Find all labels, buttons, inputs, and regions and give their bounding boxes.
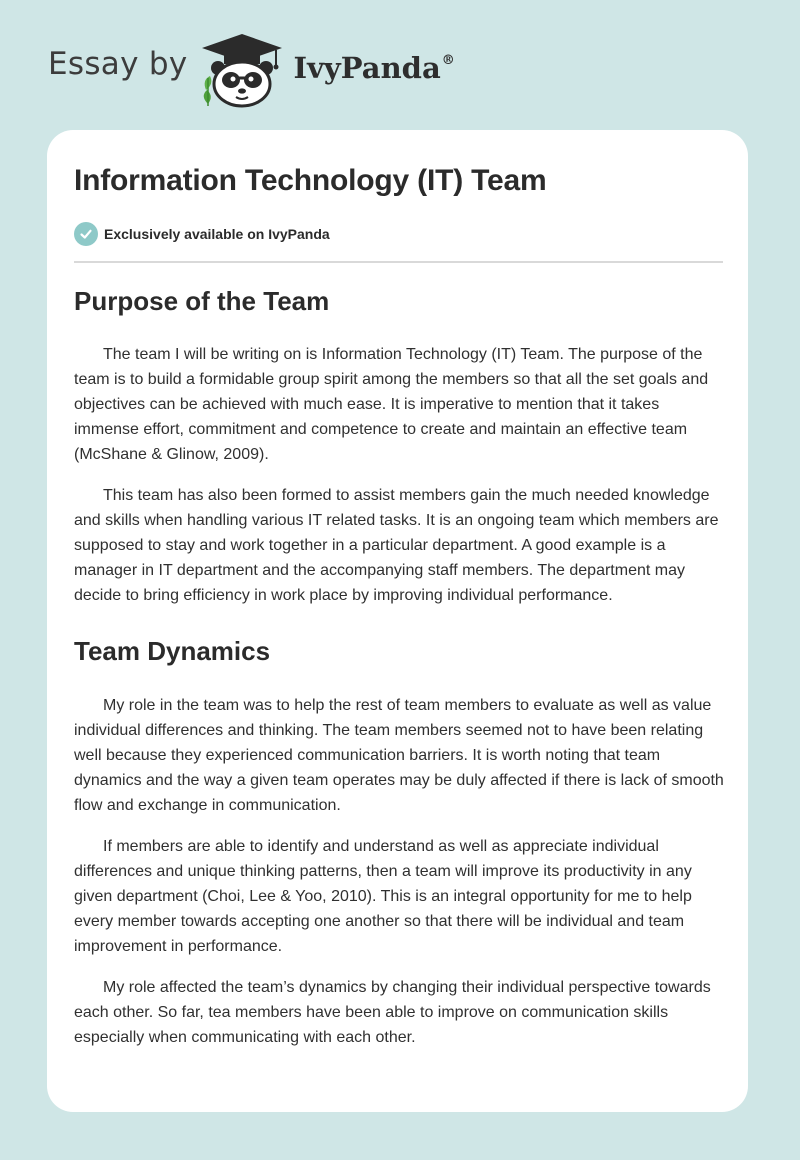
section-heading: Purpose of the Team xyxy=(74,286,330,316)
paragraph: The team I will be writing on is Information Technology (IT) Team. The purpose of the team is to build a formidable group spirit among the members so that all the set goals and objectives can be achieved with much ease. It is imperative to mention that it takes immense effort, commitment and competence to create and maintain an effective team (McShane & Glinow, 2009). xyxy=(74,346,709,463)
badge-text: Exclusively available on IvyPanda xyxy=(104,226,330,242)
essay-by-label: Essay by xyxy=(48,46,188,82)
paragraph: My role affected the team’s dynamics by changing their individual perspective towards each other. So far, tea members have been able to improve on communication skills especially when communicating with each other. xyxy=(74,979,711,1046)
brand-name[interactable] xyxy=(294,51,455,85)
exclusive-badge xyxy=(74,222,330,246)
brand-text: IvyPanda xyxy=(293,51,441,85)
site-header xyxy=(48,30,455,110)
registered-mark: ® xyxy=(441,53,455,68)
check-icon xyxy=(74,222,98,246)
paragraph: This team has also been formed to assist members gain the much needed knowledge and skills when handling various IT related tasks. It is an ongoing team which members are supposed to stay and work together in a particular department. A good example is a manager in IT department and the accompanying staff members. The department may decide to bring efficiency in work place by improving individual performance. xyxy=(74,487,719,604)
paragraph: My role in the team was to help the rest of team members to evaluate as well as value individual differences and thinking. The team members seemed not to have been relating well because they experienced communication barriers. It is worth noting that team dynamics and the way a given team operates may be duly affected if there is lack of smooth flow and exchange in communication. xyxy=(74,697,724,814)
paragraph: If members are able to identify and understand as well as appreciate individual differences and unique thinking patterns, then a team will improve its productivity in any given department (Choi, Lee & Yoo, 2010). This is an integral opportunity for me to help every member towards accepting one another so that there will be individual and team improvement in performance. xyxy=(74,838,692,955)
essay-card xyxy=(47,130,748,1112)
divider xyxy=(74,261,723,263)
essay-body xyxy=(74,282,726,1050)
panda-logo-icon[interactable] xyxy=(198,30,290,110)
page-title: Information Technology (IT) Team xyxy=(74,164,547,197)
section-heading: Team Dynamics xyxy=(74,636,271,666)
